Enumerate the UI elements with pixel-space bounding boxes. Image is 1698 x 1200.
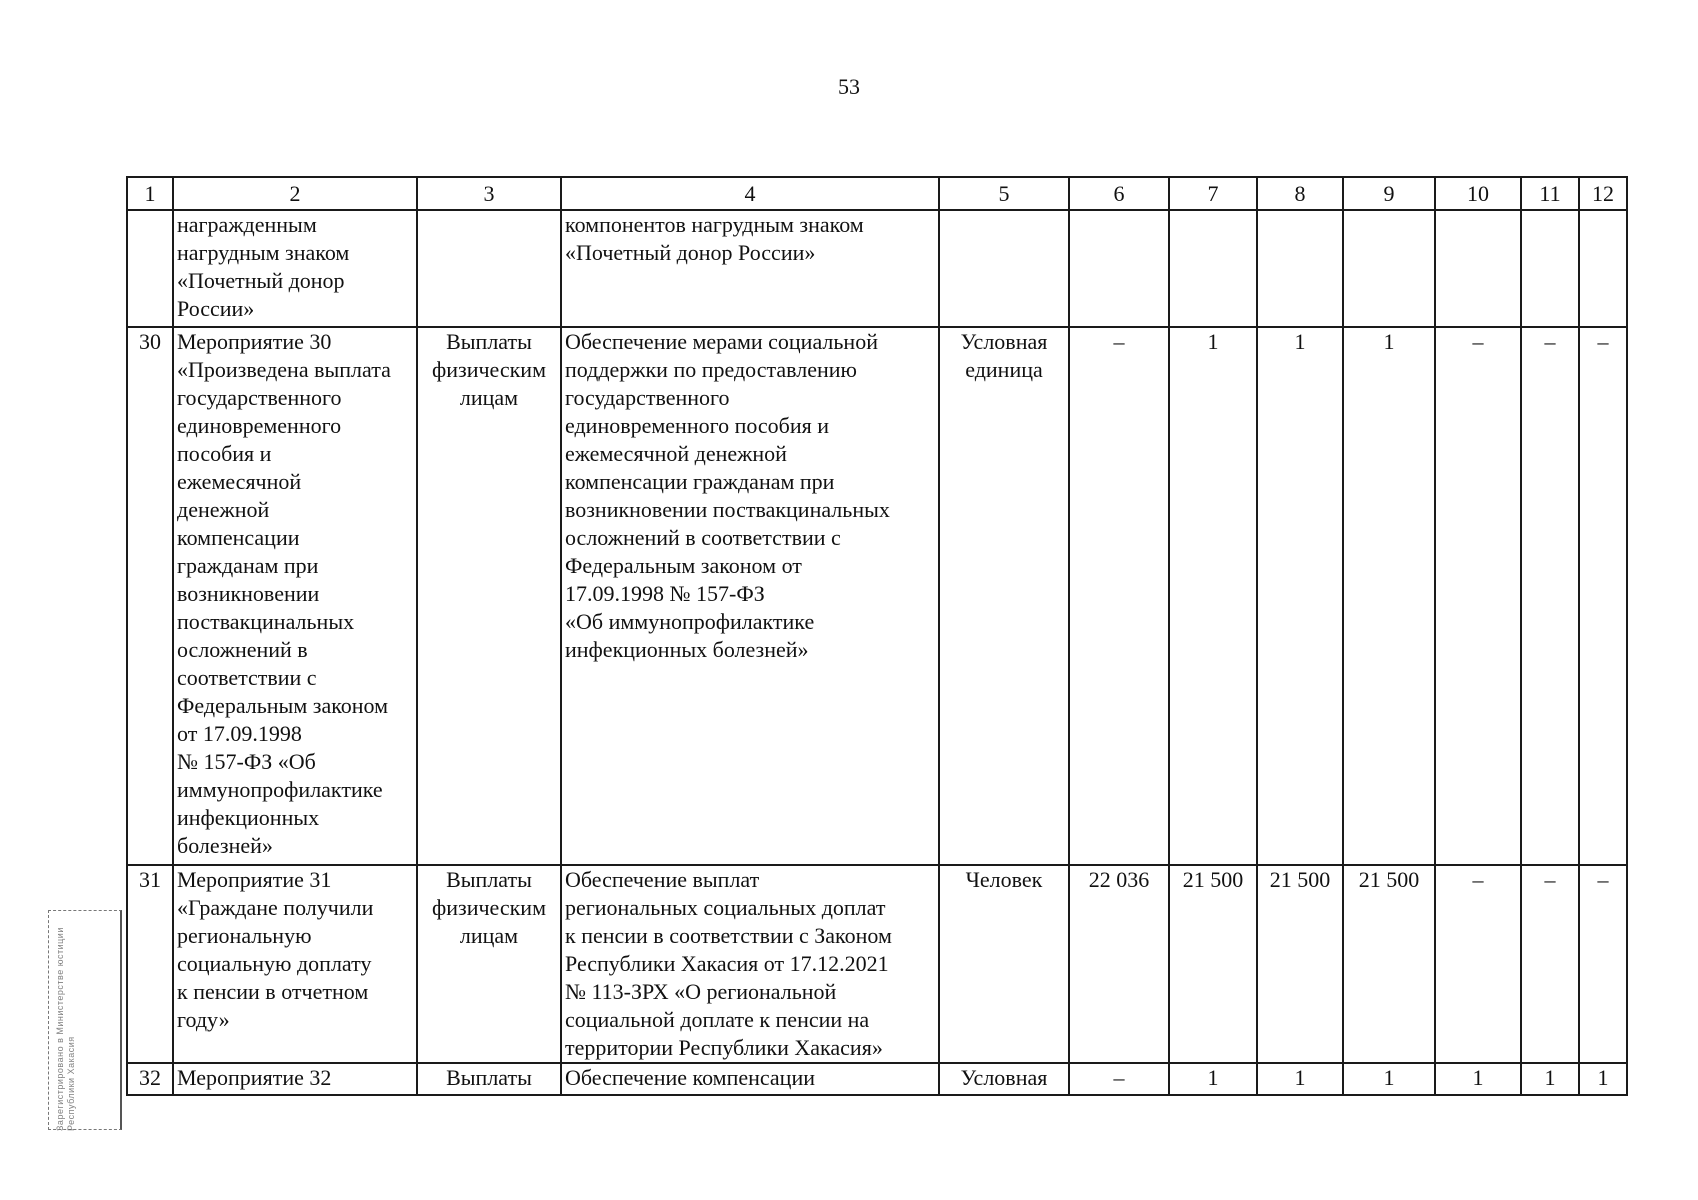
column-number-cell: 2 — [173, 177, 417, 210]
column-number-cell: 4 — [561, 177, 939, 210]
measure-name-cell: Мероприятие 30 «Произведена выплата государственного единовременного пособия и ежемесячной денежной компенсации гражданам при возникновении поствакцинальных осложнений в соответствии с Федеральным законом от 17.09.1998 № 157-ФЗ «Об иммунопрофилактике инфекционных болезней» — [173, 327, 417, 865]
value-cell: 21 500 — [1169, 865, 1257, 1063]
measure-description-cell: Обеспечение выплат региональных социальных доплат к пенсии в соответствии с Законом Республики Хакасия от 17.12.2021 № 113-ЗРХ «О региональной социальной доплате к пенсии на территории Республики Хакасия» — [561, 865, 939, 1063]
page-number: 53 — [838, 74, 860, 99]
measure-name-cell: награжденным нагрудным знаком «Почетный донор России» — [173, 210, 417, 327]
value-cell — [1257, 210, 1343, 327]
unit-cell — [939, 210, 1069, 327]
payment-type-cell: Выплаты физическим лицам — [417, 865, 561, 1063]
column-number-row — [127, 177, 1627, 210]
value-cell — [1435, 210, 1521, 327]
registration-stamp-text: Зарегистрировано в Министерстве юстиции Республики Хакасия — [55, 927, 76, 1131]
value-cell: 1 — [1521, 1063, 1579, 1095]
value-cell: 21 500 — [1257, 865, 1343, 1063]
measure-description-cell: компонентов нагрудным знаком «Почетный донор России» — [561, 210, 939, 327]
table-row — [127, 865, 1627, 1063]
measure-description-cell: Обеспечение компенсации — [561, 1063, 939, 1095]
measure-name-cell: Мероприятие 32 — [173, 1063, 417, 1095]
value-cell: – — [1435, 327, 1521, 865]
value-cell — [1069, 210, 1169, 327]
value-cell — [1169, 210, 1257, 327]
value-cell: 1 — [1343, 1063, 1435, 1095]
unit-cell: Человек — [939, 865, 1069, 1063]
payment-type-cell — [417, 210, 561, 327]
column-number-cell: 9 — [1343, 177, 1435, 210]
column-number-cell: 3 — [417, 177, 561, 210]
value-cell: 1 — [1169, 1063, 1257, 1095]
column-number-cell: 1 — [127, 177, 173, 210]
value-cell: – — [1521, 327, 1579, 865]
measure-description-cell: Обеспечение мерами социальной поддержки по предоставлению государственного единовременного пособия и ежемесячной денежной компенсации гражданам при возникновении поствакцинальных осложнений в соответствии с Федеральным законом от 17.09.1998 № 157-ФЗ «Об иммунопрофилактике инфекционных болезней» — [561, 327, 939, 865]
row-number-cell — [127, 210, 173, 327]
value-cell: 1 — [1257, 327, 1343, 865]
value-cell: – — [1579, 327, 1627, 865]
table-row — [127, 327, 1627, 865]
value-cell: 1 — [1435, 1063, 1521, 1095]
unit-cell: Условная — [939, 1063, 1069, 1095]
row-number-cell: 31 — [127, 865, 173, 1063]
value-cell: – — [1435, 865, 1521, 1063]
column-number-cell: 12 — [1579, 177, 1627, 210]
registration-stamp — [48, 910, 122, 1130]
value-cell: 1 — [1257, 1063, 1343, 1095]
column-number-cell: 8 — [1257, 177, 1343, 210]
table-row — [127, 210, 1627, 327]
value-cell — [1521, 210, 1579, 327]
value-cell: – — [1069, 1063, 1169, 1095]
value-cell: – — [1069, 327, 1169, 865]
column-number-cell: 10 — [1435, 177, 1521, 210]
value-cell — [1579, 210, 1627, 327]
measures-table — [126, 176, 1628, 1096]
value-cell: 1 — [1579, 1063, 1627, 1095]
row-number-cell: 30 — [127, 327, 173, 865]
value-cell: 1 — [1169, 327, 1257, 865]
column-number-cell: 11 — [1521, 177, 1579, 210]
payment-type-cell: Выплаты — [417, 1063, 561, 1095]
column-number-cell: 5 — [939, 177, 1069, 210]
value-cell: 21 500 — [1343, 865, 1435, 1063]
value-cell: 1 — [1343, 327, 1435, 865]
table-row — [127, 1063, 1627, 1095]
column-number-cell: 7 — [1169, 177, 1257, 210]
unit-cell: Условная единица — [939, 327, 1069, 865]
value-cell: – — [1521, 865, 1579, 1063]
value-cell — [1343, 210, 1435, 327]
measure-name-cell: Мероприятие 31 «Граждане получили региональную социальную доплату к пенсии в отчетном году» — [173, 865, 417, 1063]
row-number-cell: 32 — [127, 1063, 173, 1095]
payment-type-cell: Выплаты физическим лицам — [417, 327, 561, 865]
value-cell: – — [1579, 865, 1627, 1063]
value-cell: 22 036 — [1069, 865, 1169, 1063]
column-number-cell: 6 — [1069, 177, 1169, 210]
